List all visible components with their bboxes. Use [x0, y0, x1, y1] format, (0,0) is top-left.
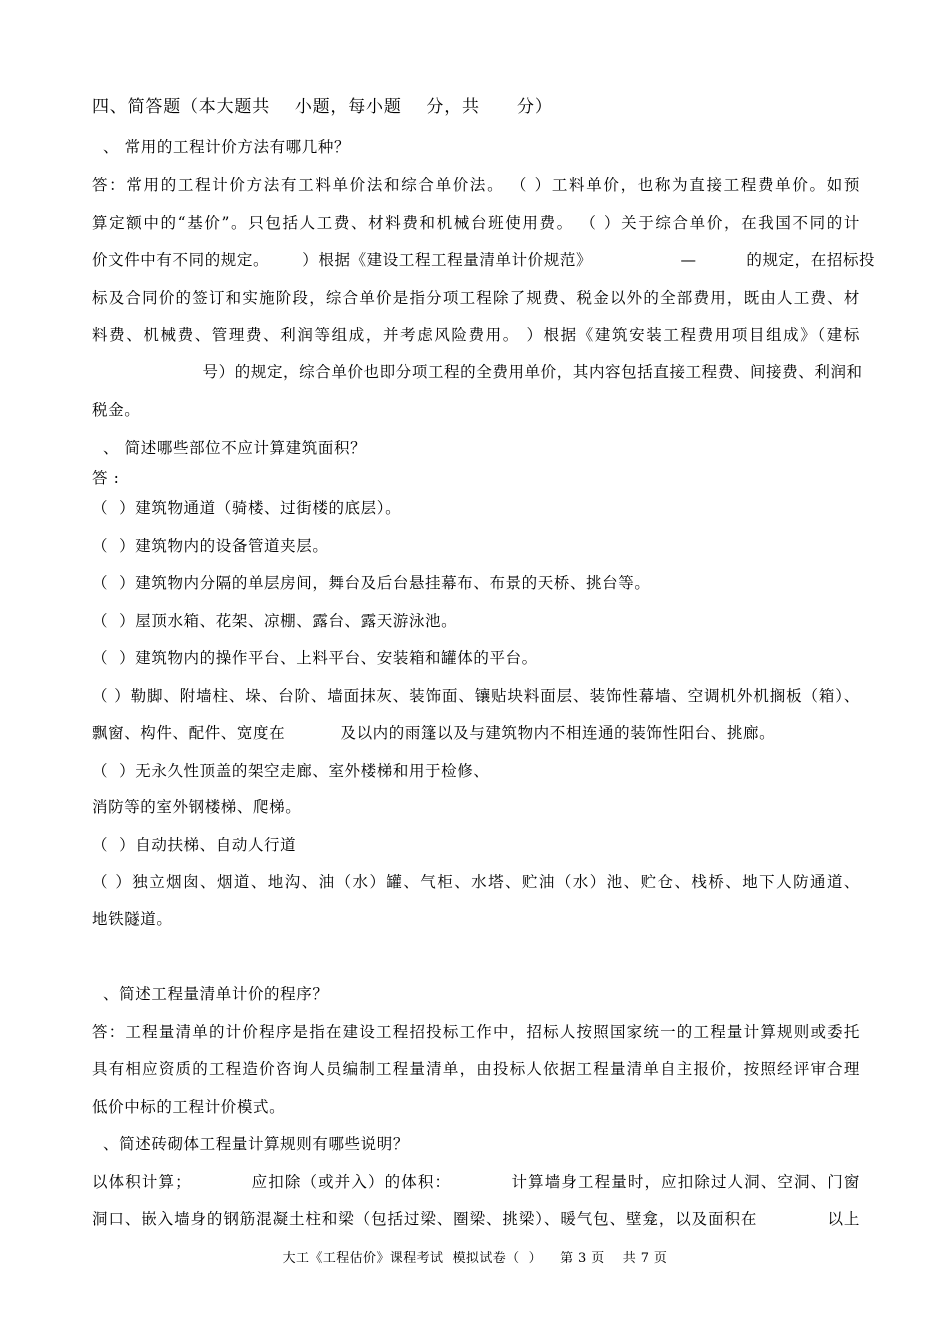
answer-3-line-3: 低价中标的工程计价模式。 [92, 1098, 286, 1116]
answer-4-line-1: 以体积计算； 应扣除（或并入）的体积： 计算墙身工程量时，应扣除过人洞、空洞、门窗 [92, 1173, 860, 1191]
answer-1-line-5: 料费、机械费、管理费、利润等组成，并考虑风险费用。 ）根据《建筑安装工程费用项目组成》（建标 [92, 326, 860, 344]
answer-2-item-5: （ ）建筑物内的操作平台、上料平台、安装箱和罐体的平台。 [92, 649, 538, 667]
question-2: 、 简述哪些部位不应计算建筑面积？ [92, 439, 367, 457]
answer-3-line-2: 具有相应资质的工程造价咨询人员编制工程量清单，由投标人依据工程量清单自主报价，按照经评审合理 [92, 1060, 860, 1078]
answer-2-item-7-cont: 消防等的室外钢楼梯、爬梯。 [92, 798, 302, 816]
answer-1-line-6: 号）的规定，综合单价也即分项工程的全费用单价，其内容包括直接工程费、间接费、利润和 [92, 363, 863, 381]
answer-1-line-1: 答：常用的工程计价方法有工料单价法和综合单价法。 （ ）工料单价，也称为直接工程费单价。如预 [92, 176, 860, 194]
answer-2-item-6: （ ）勒脚、附墙柱、垛、台阶、墙面抹灰、装饰面、镶贴块料面层、装饰性幕墙、空调机外机搁板（箱）、 [92, 687, 860, 705]
answer-2-item-1: （ ）建筑物通道（骑楼、过街楼的底层）。 [92, 499, 402, 517]
answer-2-item-2: （ ）建筑物内的设备管道夹层。 [92, 537, 329, 555]
answer-2-item-9-cont: 地铁隧道。 [92, 910, 173, 928]
answer-1-line-3: 价文件中有不同的规定。 ）根据《建设工程工程量清单计价规范》 — 的规定，在招标投 [92, 251, 876, 269]
question-4: 、简述砖砌体工程量计算规则有哪些说明？ [92, 1135, 409, 1153]
question-3: 、简述工程量清单计价的程序？ [92, 985, 329, 1003]
section-heading: 四、简答题（本大题共 小题，每小题 分，共 分） [92, 97, 553, 117]
answer-1-line-7: 税金。 [92, 401, 141, 419]
answer-1-line-2: 算定额中的“基价”。只包括人工费、材料费和机械台班使用费。 （ ）关于综合单价，在我国不同的计 [92, 214, 860, 232]
answer-2-item-7: （ ）无永久性顶盖的架空走廊、室外楼梯和用于检修、 [92, 762, 490, 780]
answer-2-item-3: （ ）建筑物内分隔的单层房间，舞台及后台悬挂幕布、布景的天桥、挑台等。 [92, 574, 651, 592]
answer-3-line-1: 答：工程量清单的计价程序是指在建设工程招投标工作中，招标人按照国家统一的工程量计算规则或委托 [92, 1023, 860, 1041]
answer-2-label: 答 : [92, 469, 120, 487]
question-1: 、 常用的工程计价方法有哪几种？ [92, 138, 351, 156]
answer-2-item-9: （ ）独立烟囱、烟道、地沟、油（水）罐、气柜、水塔、贮油（水）池、贮仓、栈桥、地下人防通道、 [92, 873, 860, 891]
page-footer: 大工《工程估价》课程考试 模拟试卷（ ） 第 3 页 共 7 页 [282, 1251, 668, 1266]
answer-4-line-2: 洞口、嵌入墙身的钢筋混凝土柱和梁（包括过梁、圈梁、挑梁）、暖气包、壁龛，以及面积在 以上 [92, 1210, 860, 1228]
answer-2-item-4: （ ）屋顶水箱、花架、凉棚、露台、露天游泳池。 [92, 612, 458, 630]
answer-2-item-6-cont: 飘窗、构件、配件、宽度在 及以内的雨篷以及与建筑物内不相连通的装饰性阳台、挑廊。 [92, 724, 776, 742]
answer-1-line-4: 标及合同价的签订和实施阶段，综合单价是指分项工程除了规费、税金以外的全部费用，既由人工费、材 [92, 289, 860, 307]
answer-2-item-8: （ ）自动扶梯、自动人行道 [92, 836, 297, 854]
